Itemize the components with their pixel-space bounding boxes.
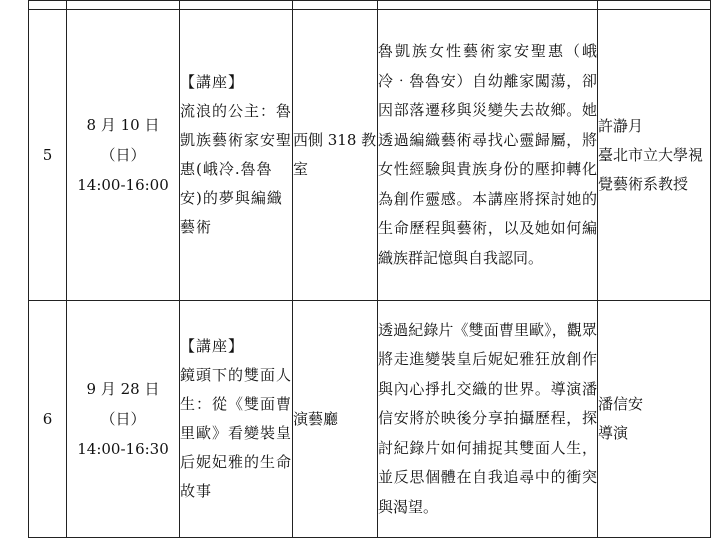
schedule-table [28, 0, 711, 538]
speaker-title: 臺北市立大學視覺藝術系教授 [598, 145, 704, 193]
event-title: 流浪的公主：魯凱族藝術家安聖惠(峨冷.魯魯安)的夢與編織藝術 [180, 102, 293, 236]
speaker-cell [598, 301, 711, 538]
table-row [29, 301, 711, 538]
date-cell [67, 10, 180, 301]
event-title: 鏡頭下的雙面人生：從《雙面曹里歐》看變裝皇后妮妃雅的生命故事 [180, 366, 293, 500]
table-row [29, 10, 711, 301]
description-cell [378, 10, 598, 301]
time: 14:00-16:00 [77, 176, 169, 194]
row-number: 5 [29, 10, 67, 301]
date: 8 月 10 日 [86, 116, 160, 134]
speaker-name: 潘信安 [598, 395, 644, 413]
speaker-cell [598, 10, 711, 301]
date: 9 月 28 日 [86, 380, 160, 398]
venue: 西側 318 教室 [293, 10, 378, 301]
event-description: 透過紀錄片《雙面曹里歐》，觀眾將走進變裝皇后妮妃雅狂放創作與內心掙扎交織的世界。導演潘信安將於映後分享拍攝歷程，探討紀錄片如何捕捉其雙面人生，並反思個體在自我追尋中的衝突與渴望。 [378, 320, 597, 516]
event-description: 魯凱族女性藝術家安聖惠（峨冷‧魯魯安）自幼離家闖蕩，卻因部落遷移與災變失去故鄉。她透過編織藝術尋找心靈歸屬，將女性經驗與貴族身份的壓抑轉化為創作靈感。本講座將探討她的生命歷程與藝術，以及她如何編織族群記憶與自我認同。 [378, 42, 597, 267]
weekday: （日） [100, 146, 146, 164]
time: 14:00-16:30 [77, 440, 169, 458]
speaker-title: 導演 [598, 424, 629, 442]
event-type-tag: 【講座】 [180, 337, 245, 355]
venue: 演藝廳 [293, 301, 378, 538]
description-cell [378, 301, 598, 538]
event-type-tag: 【講座】 [180, 73, 245, 91]
title-cell [180, 301, 293, 538]
title-cell [180, 10, 293, 301]
weekday: （日） [100, 410, 146, 428]
table-row-previous-tail [29, 1, 711, 10]
row-number: 6 [29, 301, 67, 538]
speaker-name: 許瀞月 [598, 116, 644, 135]
date-cell [67, 301, 180, 538]
